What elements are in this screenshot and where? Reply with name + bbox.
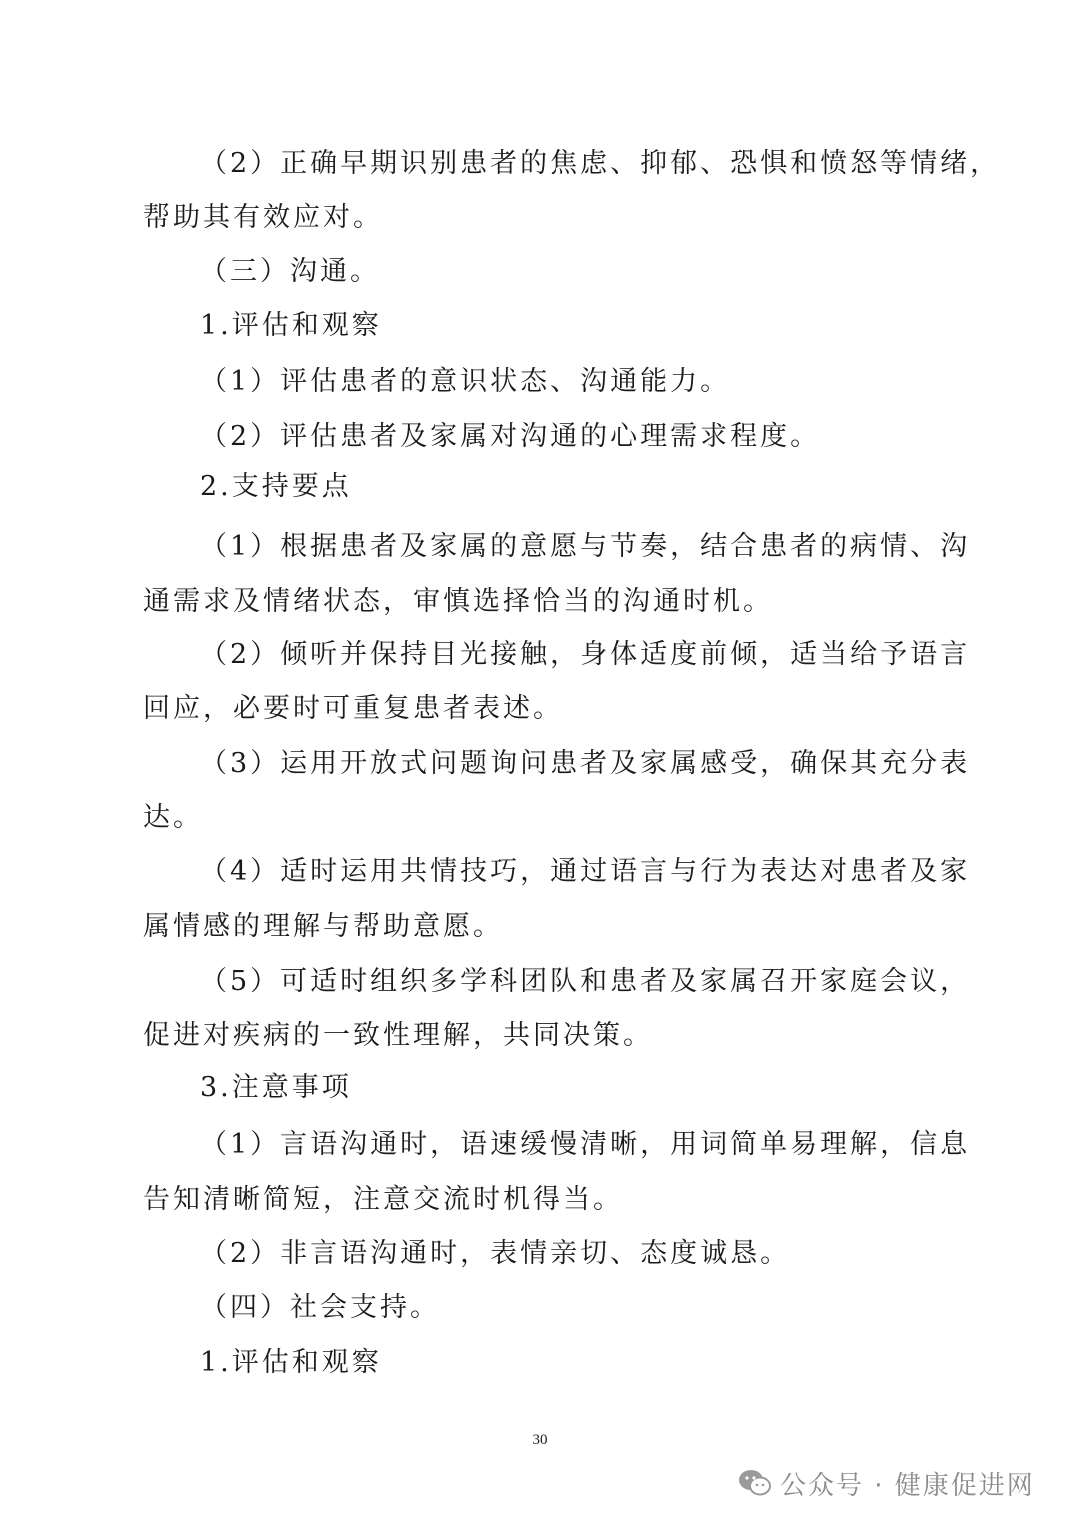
paragraph-line: 告知清晰简短，注意交流时机得当。 (143, 1184, 623, 1215)
page-number: 30 (532, 1432, 548, 1448)
wechat-icon (738, 1468, 772, 1498)
paragraph-line: （1）言语沟通时，语速缓慢清晰，用词简单易理解，信息 (200, 1129, 971, 1160)
paragraph-line: 属情感的理解与帮助意愿。 (143, 911, 503, 942)
paragraph-line: 促进对疾病的一致性理解，共同决策。 (143, 1020, 653, 1051)
paragraph-line: 回应，必要时可重复患者表述。 (143, 693, 563, 724)
paragraph-line: （2）倾听并保持目光接触，身体适度前倾，适当给予语言 (200, 639, 971, 670)
paragraph-line: （4）适时运用共情技巧，通过语言与行为表达对患者及家 (200, 856, 971, 887)
watermark-text: 公众号 · 健康促进网 (780, 1470, 1035, 1501)
paragraph-line: （2）正确早期识别患者的焦虑、抑郁、恐惧和愤怒等情绪， (200, 148, 1001, 179)
paragraph-line: （3）运用开放式问题询问患者及家属感受，确保其充分表 (200, 748, 971, 779)
paragraph-line: （2）评估患者及家属对沟通的心理需求程度。 (200, 421, 821, 452)
paragraph-line: （1）根据患者及家属的意愿与节奏，结合患者的病情、沟 (200, 531, 971, 562)
subsection-heading: 1.评估和观察 (200, 310, 382, 341)
paragraph-line: （2）非言语沟通时，表情亲切、态度诚恳。 (200, 1238, 791, 1269)
paragraph-line: 帮助其有效应对。 (143, 202, 383, 233)
subsection-heading: 2.支持要点 (200, 471, 352, 502)
paragraph-line: 达。 (143, 802, 203, 833)
paragraph-line: （5）可适时组织多学科团队和患者及家属召开家庭会议， (200, 966, 971, 997)
subsection-heading: 3.注意事项 (200, 1072, 352, 1103)
watermark (738, 1463, 1035, 1503)
subsection-heading: 1.评估和观察 (200, 1347, 382, 1378)
section-heading: （四）社会支持。 (200, 1292, 440, 1323)
section-heading: （三）沟通。 (200, 256, 380, 287)
paragraph-line: 通需求及情绪状态，审慎选择恰当的沟通时机。 (143, 586, 773, 617)
paragraph-line: （1）评估患者的意识状态、沟通能力。 (200, 366, 731, 397)
